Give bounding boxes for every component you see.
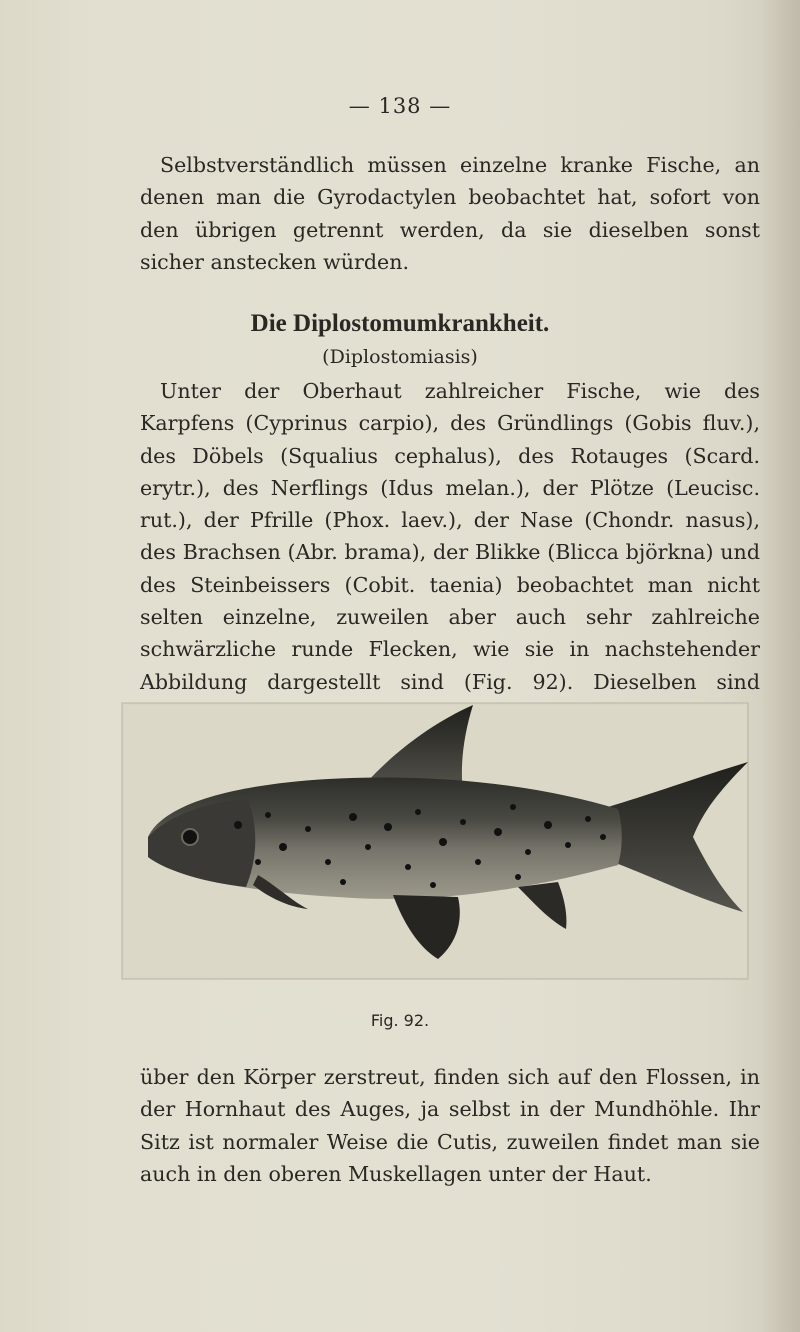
page-number: — 138 — [348,94,452,118]
figure-caption: Fig. 92. [370,1011,430,1030]
page-edge-shadow [760,0,800,1332]
continuation-paragraph: über den Körper zerstreut, finden sich auf den Flossen, in der Hornhaut des Auges, ja selbst in der Mundhöhle. Ihr Sitz ist normaler Weise die Cutis, zuweilen findet man sie auch in den oberen Muskellagen unter der Haut. [140,1065,760,1186]
fish-figure [118,697,752,985]
fish-illustration [118,697,752,985]
intro-paragraph: Selbstverständlich müssen einzelne kranke Fische, an denen man die Gyrodactylen beobachtet hat, sofort von den übrigen getrennt werden, da sie dieselben sonst sicher anstecken würden. [140,153,760,274]
section-subheading: (Diplostomiasis) [322,346,478,368]
section-heading: Die Diplostomumkrankheit. [250,310,550,337]
eye [182,829,198,845]
body-paragraph: Unter der Oberhaut zahlreicher Fische, wie des Karpfens (Cyprinus carpio), des Gründlings (Gobis fluv.), des Döbels (Squalius cephalus), des Rotauges (Scard. erytr.), des Nerflings (Idus melan.), der Plötze (Leucisc. rut.), der Pfrille (Phox. laev.), der Nase (Chondr. nasus), des Brachsen (Abr. brama), der Blikke (Blicca björkna) und des Steinbeissers (Cobit. taenia) beobachtet man nicht selten einzelne, zuweilen aber auch sehr zahlreiche schwärzliche runde Flecken, wie sie in nachstehender Abbildung dargestellt sind (Fig. 92). Dieselben sind [140,379,760,694]
